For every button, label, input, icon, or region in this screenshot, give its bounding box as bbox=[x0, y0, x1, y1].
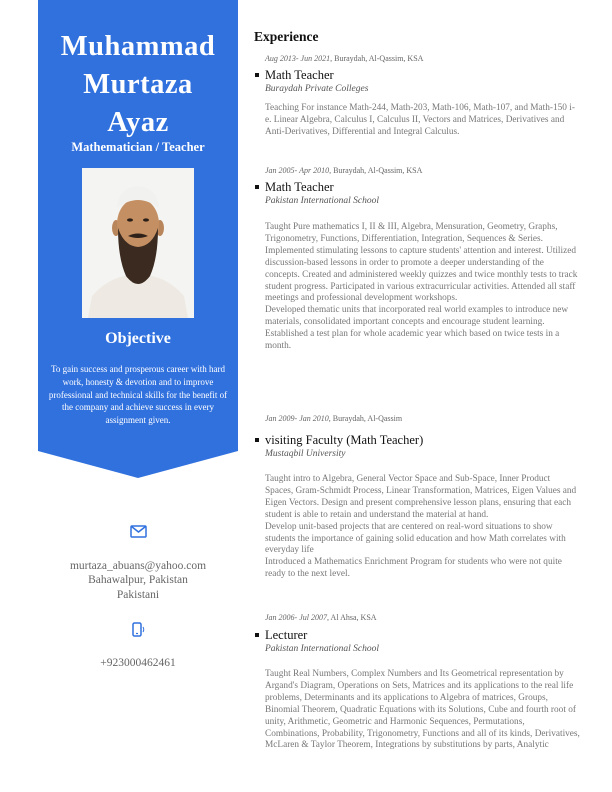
job-role: Math Teacher bbox=[255, 68, 580, 83]
job-role: Lecturer bbox=[255, 628, 580, 643]
contact-location: Bahawalpur, Pakistan bbox=[88, 574, 188, 586]
contact-nationality: Pakistani bbox=[116, 589, 160, 601]
mail-icon bbox=[130, 525, 147, 543]
objective-text: To gain success and prosperous career with hard work, honesty & devotion and to improve professional and technical skills for the benefit of the company and achieve success in every assignment given. bbox=[48, 364, 228, 426]
job-entry bbox=[255, 413, 580, 581]
name-line-2: Murtaza bbox=[83, 69, 193, 100]
contact-email[interactable]: murtaza_abuans@yahoo.com bbox=[69, 560, 207, 572]
job-role: Math Teacher bbox=[255, 180, 580, 195]
job-description: Teaching For instance Math-244, Math-203, Math-106, Math-107, and Math-150 i-e. Linear Algebra, Calculus I, Calculus II, Vectors and Matrices, Derivatives and Anti-Derivatives, Differential and Integral Calculus. bbox=[265, 103, 575, 137]
job-organization: Buraydah Private Colleges bbox=[265, 84, 369, 94]
job-organization: Pakistan International School bbox=[265, 644, 379, 654]
job-organization: Pakistan International School bbox=[265, 196, 379, 206]
objective-heading: Objective bbox=[105, 330, 171, 347]
job-date: Jan 2005- Apr 2010, Buraydah, Al-Qassim, KSA bbox=[265, 166, 423, 175]
job-entry bbox=[255, 612, 580, 752]
job-description: Taught Pure mathematics I, II & III, Algebra, Mensuration, Geometry, Graphs, Trigonometry, Functions, Differentiation, Integration, Sequences & Series. Implemented stimulating lessons to capture students' attention and interest. Utilized discussion-based lessons in order to promote a deeper understanding of the concepts. Created and administered weekly quizzes and twice monthly tests to track student progress. Participated in various extracurricular activities. Attended all staff meetings and professional development workshops. Developed thematic units that incorporated real world examples to introduce new materials, consolidated important concepts and encourage student learning. Established a test plan for whole academic year which based on twice tests in a month. bbox=[265, 222, 578, 352]
name-line-3: Ayaz bbox=[107, 107, 169, 138]
job-description: Taught intro to Algebra, General Vector Space and Sub-Space, Inner Product Spaces, Gram-Schmidt Process, Linear Transformation, Matrices, Eigen Values and Eigen Vectors. Design and present comprehensive lesson plans, ensuring that each student is able to retain and understand the material at hand. Develop unit-based projects that are centered on real-word situations to show students the importance of gaining solid education and how Math correlates with everyday life Introduced a Mathematics Enrichment Program for students who were not quite ready to the next level. bbox=[265, 474, 577, 580]
job-entry bbox=[255, 53, 580, 139]
job-date: Aug 2013- Jun 2021, Buraydah, Al-Qassim, KSA bbox=[265, 54, 424, 63]
job-description: Taught Real Numbers, Complex Numbers and Its Geometrical representation by Argand's Diagram, Operations on Sets, Matrices and its applications to the real life problems, Determinants and its applications to Algebra of matrices, Groups, Binomial Theorem, Quadratic Equations with its Solutions, Cube and fourth root of unity, Arithmetic, Geometric and Harmonic Sequences, Permutations, Combinations, Probability, Trigonometry, Functions and all of its kinds, Derivatives, McLaren & Taylor Theorem, Integrations by substitutions by parts, Analytic bbox=[265, 669, 580, 751]
job-role: visiting Faculty (Math Teacher) bbox=[255, 433, 580, 448]
name-line-1: Muhammad bbox=[60, 31, 216, 62]
job-entry bbox=[255, 165, 580, 353]
job-title: Mathematician / Teacher bbox=[71, 140, 205, 154]
experience-heading: Experience bbox=[254, 29, 319, 44]
profile-photo bbox=[82, 168, 194, 318]
job-date: Jan 2009- Jan 2010, Buraydah, Al-Qassim bbox=[265, 414, 403, 423]
person-name bbox=[38, 28, 238, 142]
job-organization: Mustaqbil University bbox=[265, 449, 346, 459]
job-date: Jan 2006- Jul 2007, Al Ahsa, KSA bbox=[265, 613, 377, 622]
phone-icon bbox=[131, 622, 147, 643]
contact-phone[interactable]: +923000462461 bbox=[100, 657, 176, 669]
